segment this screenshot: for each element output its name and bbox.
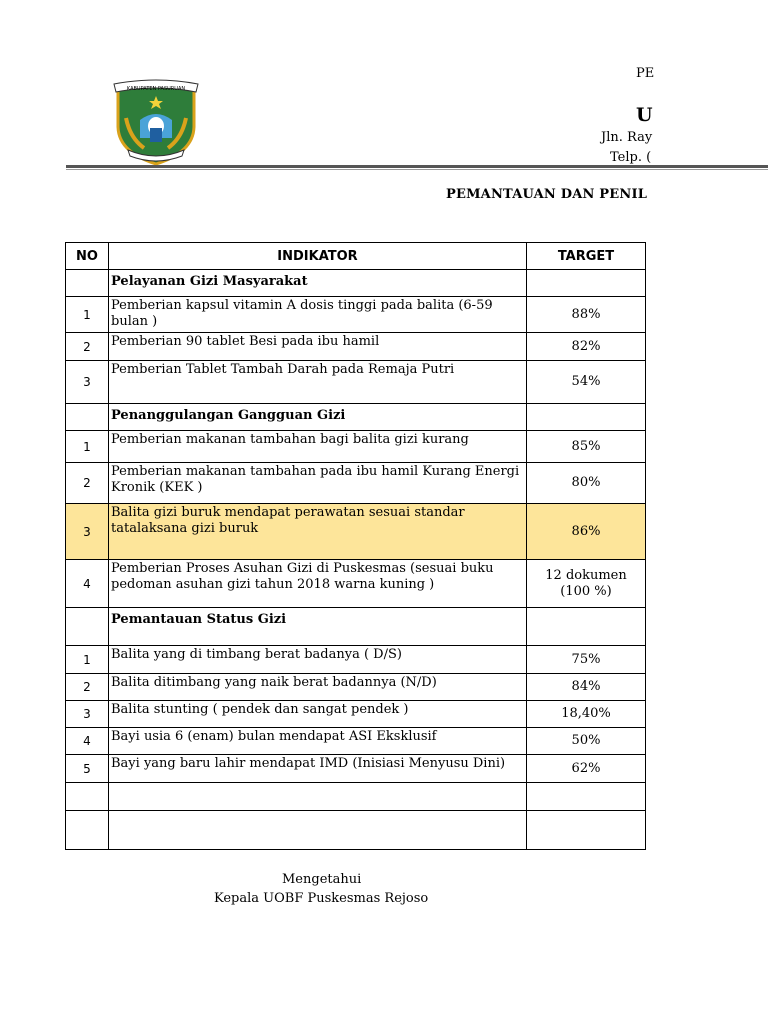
section-heading: Penanggulangan Gangguan Gizi — [109, 404, 527, 431]
cell-target — [527, 404, 646, 431]
section-heading: Pelayanan Gizi Masyarakat — [109, 270, 527, 297]
table-row — [66, 728, 646, 755]
cell-indikator: Pemberian Proses Asuhan Gizi di Puskesmas (sesuai buku pedoman asuhan gizi tahun 2018 warna kuning ) — [109, 560, 527, 608]
cell-target: 12 dokumen (100 %) — [527, 560, 646, 608]
cell-indikator — [109, 783, 527, 811]
cell-indikator: Bayi yang baru lahir mendapat IMD (Inisiasi Menyusu Dini) — [109, 755, 527, 783]
cell-indikator: Pemberian Tablet Tambah Darah pada Remaja Putri — [109, 361, 527, 404]
cell-indikator: Pemberian 90 tablet Besi pada ibu hamil — [109, 333, 527, 361]
signature-title: Kepala UOBF Puskesmas Rejoso — [214, 891, 429, 906]
cell-target: 50% — [527, 728, 646, 755]
cell-target — [527, 811, 646, 850]
table-row — [66, 297, 646, 333]
cell-no: 1 — [66, 431, 109, 463]
cell-no: 2 — [66, 463, 109, 504]
cell-target: 75% — [527, 646, 646, 674]
header-phone: Telp. ( — [610, 150, 652, 165]
cell-indikator: Pemberian kapsul vitamin A dosis tinggi pada balita (6-59 bulan ) — [109, 297, 527, 333]
table-header-row — [66, 243, 646, 270]
empty-row — [66, 811, 646, 850]
cell-no: 1 — [66, 297, 109, 333]
cell-no: 1 — [66, 646, 109, 674]
cell-indikator: Balita yang di timbang berat badanya ( D/S) — [109, 646, 527, 674]
table-row — [66, 431, 646, 463]
section-row — [66, 608, 646, 646]
cell-no — [66, 270, 109, 297]
cell-indikator: Balita stunting ( pendek dan sangat pendek ) — [109, 701, 527, 728]
cell-no: 4 — [66, 560, 109, 608]
emblem-top-text: KABUPATEN PASURUAN — [126, 86, 186, 92]
cell-target — [527, 608, 646, 646]
cell-indikator: Pemberian makanan tambahan bagi balita gizi kurang — [109, 431, 527, 463]
cell-no: 3 — [66, 701, 109, 728]
cell-target: 80% — [527, 463, 646, 504]
indicator-table — [65, 242, 646, 850]
cell-no — [66, 811, 109, 850]
section-row — [66, 270, 646, 297]
table-row — [66, 755, 646, 783]
cell-target: 18,40% — [527, 701, 646, 728]
cell-no: 2 — [66, 333, 109, 361]
cell-indikator: Balita gizi buruk mendapat perawatan sesuai standar tatalaksana gizi buruk — [109, 504, 527, 560]
header-institution-line: PE — [636, 66, 655, 81]
table-row — [66, 504, 646, 560]
cell-indikator — [109, 811, 527, 850]
cell-target: 84% — [527, 674, 646, 701]
cell-indikator: Bayi usia 6 (enam) bulan mendapat ASI Eksklusif — [109, 728, 527, 755]
cell-no: 5 — [66, 755, 109, 783]
table-row — [66, 333, 646, 361]
cell-target — [527, 270, 646, 297]
empty-row — [66, 783, 646, 811]
cell-target: 86% — [527, 504, 646, 560]
cell-no: 3 — [66, 504, 109, 560]
section-heading: Pemantauan Status Gizi — [109, 608, 527, 646]
header-address: Jln. Ray — [601, 130, 653, 145]
signature-acknowledgement: Mengetahui — [282, 872, 362, 887]
cell-target — [527, 783, 646, 811]
header-divider-thin — [66, 169, 768, 170]
table-row — [66, 674, 646, 701]
section-row — [66, 404, 646, 431]
column-header-no: NO — [66, 243, 109, 270]
table-row — [66, 463, 646, 504]
column-header-indikator: INDIKATOR — [109, 243, 527, 270]
cell-indikator: Balita ditimbang yang naik berat badannya (N/D) — [109, 674, 527, 701]
regency-emblem-logo — [110, 78, 202, 166]
cell-target: 62% — [527, 755, 646, 783]
cell-target: 85% — [527, 431, 646, 463]
column-header-target: TARGET — [527, 243, 646, 270]
cell-indikator: Pemberian makanan tambahan pada ibu hamil Kurang Energi Kronik (KEK ) — [109, 463, 527, 504]
cell-target: 88% — [527, 297, 646, 333]
cell-no — [66, 404, 109, 431]
table-row — [66, 560, 646, 608]
table-row — [66, 646, 646, 674]
cell-no — [66, 783, 109, 811]
cell-no — [66, 608, 109, 646]
cell-no: 2 — [66, 674, 109, 701]
cell-target: 82% — [527, 333, 646, 361]
document-title: PEMANTAUAN DAN PENIL — [446, 187, 648, 202]
cell-no: 3 — [66, 361, 109, 404]
table-row — [66, 701, 646, 728]
header-divider-thick — [66, 165, 768, 168]
header-unit-name: U — [636, 104, 653, 126]
cell-no: 4 — [66, 728, 109, 755]
cell-target: 54% — [527, 361, 646, 404]
table-row — [66, 361, 646, 404]
